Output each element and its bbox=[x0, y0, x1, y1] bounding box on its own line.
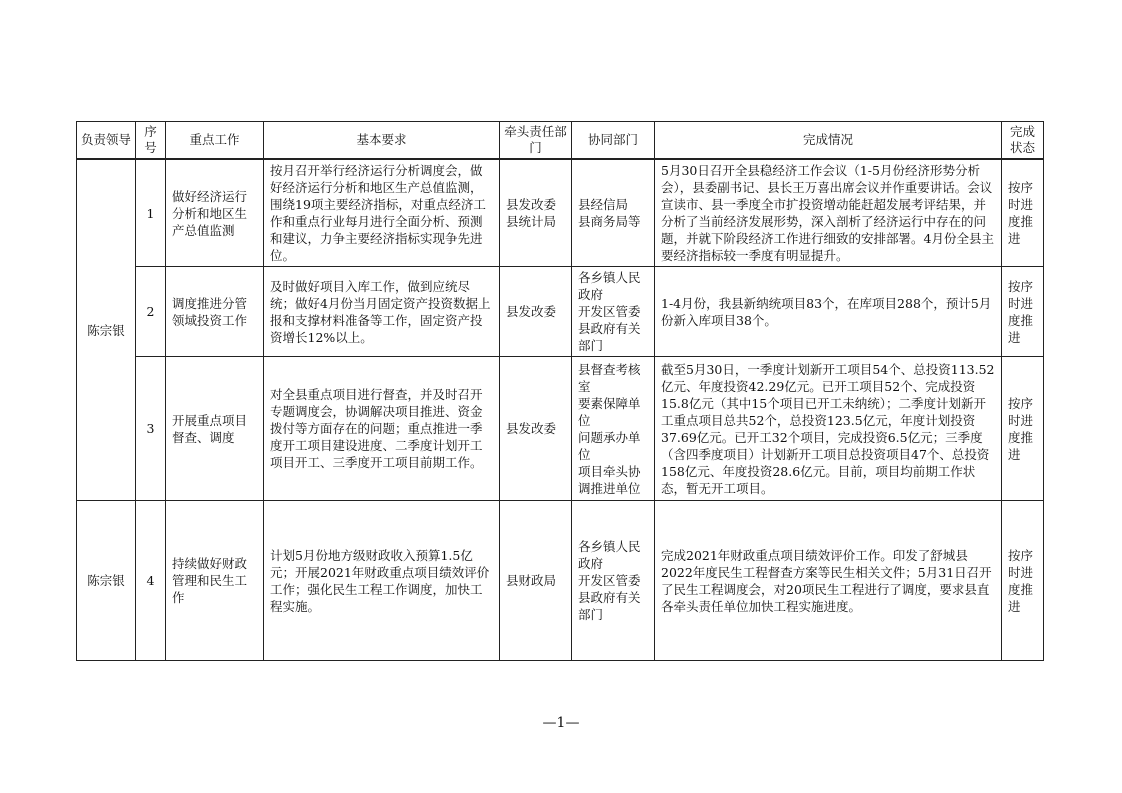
header-task: 重点工作 bbox=[166, 122, 264, 160]
lead-dept-cell bbox=[500, 159, 572, 267]
coop-dept-line: 县商务局等 bbox=[578, 214, 641, 229]
table-row bbox=[77, 267, 1044, 357]
coop-dept-line: 县政府有关部门 bbox=[578, 321, 641, 353]
coop-dept-line: 县督查考核室 bbox=[578, 361, 641, 394]
leader-cell: 陈宗银 bbox=[77, 159, 136, 501]
coop-dept-line: 县经信局 bbox=[578, 197, 629, 212]
header-leader: 负责领导 bbox=[77, 122, 136, 160]
task-cell: 调度推进分管领域投资工作 bbox=[166, 267, 264, 357]
header-row bbox=[77, 122, 1044, 160]
lead-dept-line: 县财政局 bbox=[506, 573, 557, 588]
requirement-cell: 计划5月份地方级财政收入预算1.5亿元；开展2021年财政重点项目绩效评价工作；强化民生工程工作调度，加快工程实施。 bbox=[264, 501, 500, 661]
coop-dept-line: 各乡镇人民政府 bbox=[578, 539, 641, 571]
coop-dept-line: 开发区管委 bbox=[578, 573, 641, 588]
coop-dept-cell bbox=[572, 267, 655, 357]
coop-dept-cell bbox=[572, 357, 655, 501]
lead-dept-cell bbox=[500, 357, 572, 501]
requirement-cell: 及时做好项目入库工作，做到应统尽统；做好4月份当月固定资产投资数据上报和支撑材料准备等工作，固定资产投资增长12%以上。 bbox=[264, 267, 500, 357]
table-row bbox=[77, 159, 1044, 267]
progress-cell: 截至5月30日，一季度计划新开工项目54个、总投资113.52亿元、年度投资42.29亿元。已开工项目52个、完成投资15.8亿元（其中15个项目已开工未纳统）；二季度计划新开工重点项目总共52个，总投资123.5亿元，年度计划投资37.69亿元。已开工32个项目，完成投资6.5亿元；三季度（含四季度项目）计划新开工项目总投资项目47个、总投资158亿元、年度投资28.6亿元。目前，项目均前期工作状态，暂无开工项目。 bbox=[655, 357, 1002, 501]
coop-dept-line: 要素保障单位 bbox=[578, 395, 641, 428]
coop-dept-cell bbox=[572, 159, 655, 267]
status-cell: 按序时进度推进 bbox=[1002, 501, 1044, 661]
requirement-cell: 按月召开举行经济运行分析调度会，做好经济运行分析和地区生产总值监测，围绕19项主要经济指标，对重点经济工作和重点行业每月进行全面分析、预测和建议，力争主要经济指标实现争先进位。 bbox=[264, 159, 500, 267]
status-cell: 按序时进度推进 bbox=[1002, 357, 1044, 501]
index-cell: 3 bbox=[136, 357, 166, 501]
index-cell: 4 bbox=[136, 501, 166, 661]
table-row bbox=[77, 501, 1044, 661]
table-row bbox=[77, 357, 1044, 501]
header-coop-dept: 协同部门 bbox=[572, 122, 655, 160]
progress-cell: 1-4月份，我县新纳统项目83个，在库项目288个，预计5月份新入库项目38个。 bbox=[655, 267, 1002, 357]
index-cell: 2 bbox=[136, 267, 166, 357]
header-status: 完成状态 bbox=[1002, 122, 1044, 160]
work-progress-table bbox=[76, 121, 1044, 661]
page-number: —1— bbox=[542, 715, 580, 731]
lead-dept-line: 县发改委 bbox=[506, 304, 557, 319]
coop-dept-line: 问题承办单位 bbox=[578, 429, 641, 462]
progress-cell: 完成2021年财政重点项目绩效评价工作。印发了舒城县2022年度民生工程督查方案等民生相关文件；5月31日召开了民生工程调度会，对20项民生工程进行了调度，要求县直各牵头责任单位加快工程实施进度。 bbox=[655, 501, 1002, 661]
progress-cell: 5月30日召开全县稳经济工作会议（1-5月份经济形势分析会），县委副书记、县长王万喜出席会议并作重要讲话。会议宣读市、县一季度全市扩投资增动能赶超发展考评结果，并分析了当前经济发展形势，深入剖析了经济运行中存在的问题，并就下阶段经济工作进行细致的安排部署。4月份全县主要经济指标较一季度有明显提升。 bbox=[655, 159, 1002, 267]
header-lead-dept: 牵头责任部门 bbox=[500, 122, 572, 160]
header-index: 序号 bbox=[136, 122, 166, 160]
requirement-cell: 对全县重点项目进行督查，并及时召开专题调度会，协调解决项目推进、资金拨付等方面存在的问题；重点推进一季度开工项目建设进度、二季度计划开工项目开工、三季度开工项目前期工作。 bbox=[264, 357, 500, 501]
status-cell: 按序时进度推进 bbox=[1002, 159, 1044, 267]
lead-dept-line: 县发改委 bbox=[506, 421, 557, 436]
coop-dept-line: 项目牵头协调推进单位 bbox=[578, 463, 641, 496]
task-cell: 做好经济运行分析和地区生产总值监测 bbox=[166, 159, 264, 267]
header-progress: 完成情况 bbox=[655, 122, 1002, 160]
lead-dept-line: 县发改委 bbox=[506, 197, 557, 212]
header-requirement: 基本要求 bbox=[264, 122, 500, 160]
leader-cell: 陈宗银 bbox=[77, 501, 136, 661]
coop-dept-line: 县政府有关部门 bbox=[578, 590, 641, 622]
lead-dept-cell bbox=[500, 267, 572, 357]
lead-dept-cell bbox=[500, 501, 572, 661]
lead-dept-line: 县统计局 bbox=[506, 214, 557, 229]
status-cell: 按序时进度推进 bbox=[1002, 267, 1044, 357]
task-cell: 开展重点项目督查、调度 bbox=[166, 357, 264, 501]
coop-dept-line: 开发区管委 bbox=[578, 304, 641, 319]
coop-dept-cell bbox=[572, 501, 655, 661]
task-cell: 持续做好财政管理和民生工作 bbox=[166, 501, 264, 661]
index-cell: 1 bbox=[136, 159, 166, 267]
coop-dept-line: 各乡镇人民政府 bbox=[578, 270, 641, 302]
